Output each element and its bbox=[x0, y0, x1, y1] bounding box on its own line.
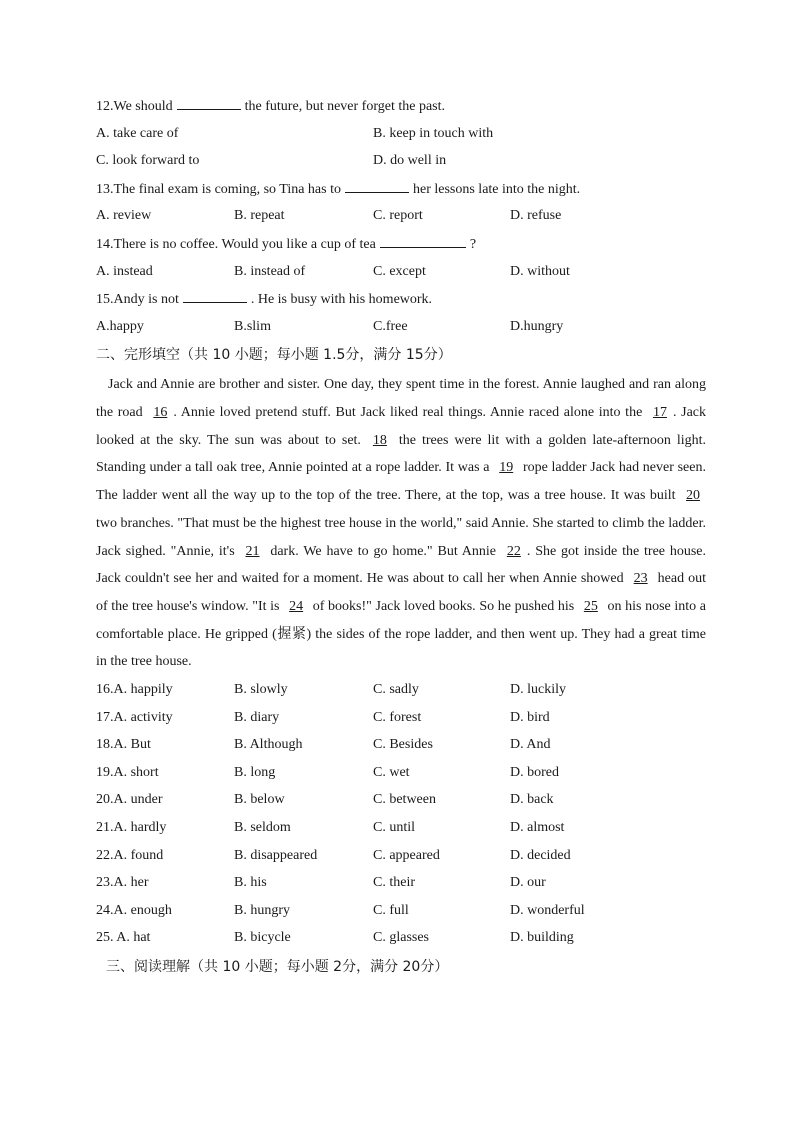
option: 19.A. short bbox=[96, 764, 159, 780]
option-row bbox=[96, 924, 706, 952]
option: B. repeat bbox=[234, 208, 285, 224]
blank-number: 21 bbox=[245, 543, 260, 559]
option-row bbox=[96, 786, 706, 814]
option-row bbox=[96, 313, 706, 341]
option: 16.A. happily bbox=[96, 682, 173, 698]
stem-text: 14.There is no coffee. Would you like a cup of tea bbox=[96, 236, 376, 252]
answer-blank bbox=[183, 285, 247, 303]
option: 20.A. under bbox=[96, 792, 163, 808]
question-stem bbox=[96, 92, 706, 120]
passage-text: rope ladder Jack had never seen. The ladder went all the way up to the top of the tree. There, at the top, was a tree house. It was built bbox=[96, 460, 706, 504]
option: B. long bbox=[234, 764, 276, 780]
option: C. Besides bbox=[373, 737, 433, 753]
stem-text: her lessons late into the night. bbox=[412, 181, 581, 197]
answer-blank bbox=[380, 230, 466, 248]
option: C. until bbox=[373, 820, 416, 836]
option: D. wonderful bbox=[510, 902, 585, 918]
blank-number: 19 bbox=[499, 460, 514, 476]
option: B.slim bbox=[234, 318, 271, 334]
option: B. slowly bbox=[234, 682, 288, 698]
cloze-passage bbox=[96, 371, 706, 676]
option: D. our bbox=[510, 875, 546, 891]
option: C. glasses bbox=[373, 930, 429, 946]
question-stem bbox=[96, 230, 706, 258]
option-row bbox=[96, 676, 706, 704]
option-row bbox=[96, 258, 706, 286]
option: 22.A. found bbox=[96, 847, 164, 863]
option: C. report bbox=[373, 208, 423, 224]
passage-text: . Jack looked at the sky. The sun was about to set. bbox=[96, 405, 706, 448]
passage-text: of books!" Jack loved books. So he pushed his bbox=[309, 598, 578, 614]
option-row bbox=[96, 202, 706, 230]
option: A. take care of bbox=[96, 125, 179, 141]
option: B. hungry bbox=[234, 902, 290, 918]
passage-text: . She got inside the tree house. Jack couldn't see her and waited for a moment. He was about to call her when Annie showed bbox=[96, 543, 707, 587]
option: 23.A. her bbox=[96, 875, 149, 891]
passage-text: . Annie loved pretend stuff. But Jack liked real things. Annie raced alone into the bbox=[173, 405, 647, 421]
option: D. building bbox=[510, 930, 574, 946]
cloze-options bbox=[96, 676, 706, 952]
stem-text: ? bbox=[469, 236, 477, 252]
passage-text: two branches. "That must be the highest tree house in the world," said Annie. She started to climb the ladder. Jack sighed. "Annie, it's bbox=[96, 515, 706, 559]
option: D. almost bbox=[510, 820, 565, 836]
answer-blank bbox=[177, 92, 241, 110]
stem-text: 15.Andy is not bbox=[96, 292, 179, 308]
stem-text: 13.The final exam is coming, so Tina has to bbox=[96, 181, 341, 197]
option: D. decided bbox=[510, 847, 571, 863]
option: B. instead of bbox=[234, 263, 306, 279]
passage-text: dark. We have to go home." But Annie bbox=[265, 543, 501, 559]
option: D. And bbox=[510, 737, 551, 753]
option: A. review bbox=[96, 208, 152, 224]
option: C. forest bbox=[373, 709, 422, 725]
option: D. without bbox=[510, 263, 570, 279]
blank-number: 23 bbox=[633, 571, 648, 587]
option: C. their bbox=[373, 875, 415, 891]
exam-page bbox=[96, 92, 706, 983]
passage-text: on his nose into a comfortable place. He gripped (握紧) the sides of the rope ladder, and then went up. They had a great time in the tree house. bbox=[96, 598, 706, 670]
option: D.hungry bbox=[510, 318, 564, 334]
option-row bbox=[96, 897, 706, 925]
option-row bbox=[96, 731, 706, 759]
option: 17.A. activity bbox=[96, 709, 173, 725]
option: 21.A. hardly bbox=[96, 820, 167, 836]
option: B. diary bbox=[234, 709, 280, 725]
blank-number: 20 bbox=[686, 488, 700, 504]
blank-number: 24 bbox=[289, 598, 304, 614]
option: 24.A. enough bbox=[96, 902, 172, 918]
option-row bbox=[96, 814, 706, 842]
stem-text: the future, but never forget the past. bbox=[244, 99, 445, 114]
option: B. below bbox=[234, 792, 285, 808]
option-row bbox=[96, 704, 706, 732]
option: C. wet bbox=[373, 764, 410, 780]
passage-text: head out of the tree house's window. "It is bbox=[96, 571, 706, 614]
stem-text: 12.We should bbox=[96, 99, 173, 114]
option: D. bird bbox=[510, 709, 550, 725]
answer-blank bbox=[345, 175, 409, 193]
blank-number: 22 bbox=[506, 543, 521, 559]
option: 25. A. hat bbox=[96, 930, 151, 946]
option: C. appeared bbox=[373, 847, 440, 863]
option: B. Although bbox=[234, 737, 303, 753]
option: B. bicycle bbox=[234, 930, 291, 946]
blank-number: 16 bbox=[153, 405, 168, 421]
blank-number: 25 bbox=[583, 598, 598, 614]
option: C.free bbox=[373, 318, 408, 334]
stem-text: . He is busy with his homework. bbox=[250, 292, 433, 308]
option-row bbox=[96, 869, 706, 897]
option: D. do well in bbox=[373, 153, 447, 169]
option: B. seldom bbox=[234, 820, 291, 836]
option: A. instead bbox=[96, 263, 153, 279]
option: C. between bbox=[373, 792, 436, 808]
question-stem bbox=[96, 285, 706, 313]
question-stem bbox=[96, 175, 706, 203]
blank-number: 18 bbox=[372, 432, 387, 448]
option: D. refuse bbox=[510, 208, 562, 224]
section2-title: 二、完形填空（共 10 小题；每小题 1.5分，满分 15分） bbox=[96, 347, 452, 364]
passage-text: Jack and Annie are brother and sister. One day, they spent time in the forest. Annie laughed and ran along the road bbox=[96, 377, 706, 421]
part1-questions bbox=[96, 92, 706, 340]
option: D. luckily bbox=[510, 682, 566, 698]
option: B. disappeared bbox=[234, 847, 318, 863]
option: B. his bbox=[234, 875, 267, 891]
option-row bbox=[96, 759, 706, 787]
option: C. full bbox=[373, 902, 409, 918]
option: C. except bbox=[373, 263, 426, 279]
option-row bbox=[96, 147, 706, 175]
option: B. keep in touch with bbox=[373, 125, 494, 141]
option: D. back bbox=[510, 792, 554, 808]
blank-number: 17 bbox=[652, 405, 667, 421]
option: C. sadly bbox=[373, 682, 419, 698]
option-row bbox=[96, 842, 706, 870]
option-row bbox=[96, 120, 706, 148]
option: C. look forward to bbox=[96, 153, 200, 169]
option: A.happy bbox=[96, 318, 144, 334]
section3-title: 三、阅读理解（共 10 小题；每小题 2分，满分 20分） bbox=[106, 959, 449, 976]
passage-text: the trees were lit with a golden late-afternoon light. Standing under a tall oak tree, Annie pointed at a rope ladder. It was a bbox=[96, 432, 706, 476]
option: 18.A. But bbox=[96, 737, 151, 753]
option: D. bored bbox=[510, 764, 559, 780]
